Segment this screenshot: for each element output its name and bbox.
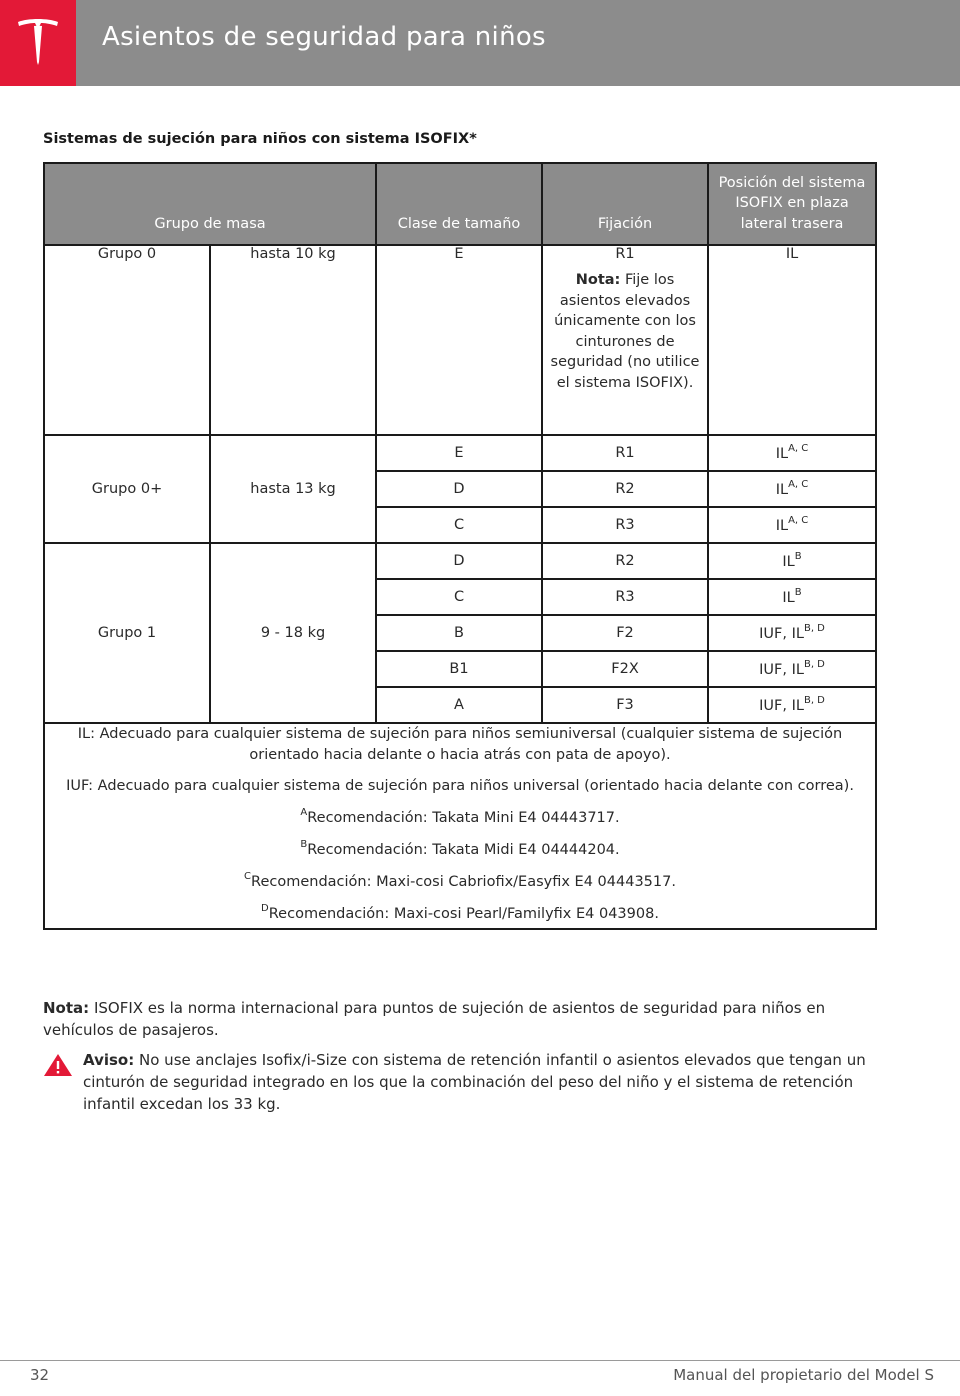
cell-fijacion: R2 <box>542 471 708 507</box>
cell-fijacion <box>542 245 708 435</box>
warning-text <box>83 1050 873 1115</box>
posicion-value: IUF, IL <box>759 697 804 714</box>
note-iuf: IUF: Adecuado para cualquier sistema de sujeción para niños universal (orientado hacia delante con correa). <box>66 778 854 795</box>
table-row <box>44 435 876 471</box>
table-row <box>44 543 876 579</box>
note-superscript: C <box>244 870 252 882</box>
header-fijacion: Fijación <box>542 163 708 245</box>
posicion-value: IL <box>775 517 789 534</box>
posicion-superscript: B <box>794 551 802 563</box>
cell-masa: 9 - 18 kg <box>210 543 376 723</box>
cell-posicion <box>708 615 876 651</box>
posicion-superscript: B <box>794 587 802 599</box>
cell-posicion <box>708 507 876 543</box>
note-text: Recomendación: Takata Mini E4 04443717. <box>307 809 620 826</box>
cell-posicion <box>708 579 876 615</box>
cell-clase: B <box>376 615 542 651</box>
note-superscript: B <box>300 838 308 850</box>
footer-divider <box>0 1360 960 1361</box>
posicion-value: IL <box>782 589 795 606</box>
note-il: IL: Adecuado para cualquier sistema de sujeción para niños semiuniversal (cualquier sistema de sujeción orientado hacia delante o hacia atrás con pata de apoyo). <box>77 726 843 764</box>
fijacion-note <box>549 270 701 393</box>
cell-posicion: IL <box>708 245 876 435</box>
aviso-text: No use anclajes Isofix/i-Size con sistema de retención infantil o asientos elevados que tengan un cinturón de seguridad integrado en los que la combinación del peso del niño y el sistema de retención infantil excedan los 33 kg. <box>83 1051 866 1113</box>
cell-grupo: Grupo 0 <box>44 245 210 435</box>
cell-clase: A <box>376 687 542 723</box>
cell-fijacion: F2 <box>542 615 708 651</box>
tesla-logo-icon <box>16 18 60 68</box>
nota-label: Nota: <box>575 272 621 288</box>
header-clase-tamano: Clase de tamaño <box>376 163 542 245</box>
cell-clase: C <box>376 507 542 543</box>
brand-logo-box <box>0 0 76 86</box>
nota-text: Fije los asientos elevados únicamente con los cinturones de seguridad (no utilice el sistema ISOFIX). <box>550 272 700 391</box>
note-recommendation <box>51 871 869 893</box>
fijacion-value: R1 <box>615 246 635 262</box>
posicion-superscript: B, D <box>803 623 825 635</box>
cell-clase: C <box>376 579 542 615</box>
note-recommendation <box>51 903 869 925</box>
cell-posicion <box>708 651 876 687</box>
posicion-superscript: B, D <box>803 695 825 707</box>
note-recommendation <box>51 807 869 829</box>
posicion-superscript: A, C <box>788 443 809 455</box>
cell-masa: hasta 13 kg <box>210 435 376 543</box>
posicion-value: IUF, IL <box>759 661 804 678</box>
isofix-table <box>43 162 877 930</box>
cell-posicion <box>708 687 876 723</box>
note-text: Recomendación: Takata Midi E4 04444204. <box>307 841 620 858</box>
cell-masa: hasta 10 kg <box>210 245 376 435</box>
cell-grupo: Grupo 1 <box>44 543 210 723</box>
posicion-value: IL <box>775 481 789 498</box>
posicion-superscript: A, C <box>788 479 809 491</box>
cell-fijacion: F3 <box>542 687 708 723</box>
cell-fijacion: R3 <box>542 579 708 615</box>
cell-fijacion: R3 <box>542 507 708 543</box>
posicion-value: IL <box>782 553 795 570</box>
table-header-row <box>44 163 876 245</box>
cell-posicion <box>708 543 876 579</box>
cell-grupo: Grupo 0+ <box>44 435 210 543</box>
nota-paragraph <box>43 998 863 1042</box>
note-superscript: D <box>261 902 269 914</box>
table-notes <box>44 723 876 929</box>
note-superscript: A <box>300 807 308 819</box>
cell-clase: D <box>376 543 542 579</box>
cell-clase: E <box>376 435 542 471</box>
note-text: Recomendación: Maxi-cosi Pearl/Familyfix E4 043908. <box>268 905 659 922</box>
cell-fijacion: R2 <box>542 543 708 579</box>
warning-triangle-icon <box>43 1053 73 1077</box>
page-header <box>0 0 960 86</box>
posicion-value: IUF, IL <box>759 625 804 642</box>
nota-text: ISOFIX es la norma internacional para puntos de sujeción de asientos de seguridad para niños en vehículos de pasajeros. <box>43 999 826 1039</box>
table-notes-row <box>44 723 876 929</box>
header-grupo-masa: Grupo de masa <box>44 163 376 245</box>
cell-clase: B1 <box>376 651 542 687</box>
posicion-value: IL <box>775 445 789 462</box>
cell-clase: E <box>376 245 542 435</box>
cell-posicion <box>708 435 876 471</box>
page-title: Asientos de seguridad para niños <box>102 22 546 52</box>
table-row <box>44 245 876 435</box>
cell-posicion <box>708 471 876 507</box>
manual-title: Manual del propietario del Model S <box>673 1366 934 1384</box>
warning-block <box>43 1050 873 1115</box>
posicion-superscript: A, C <box>788 515 809 527</box>
section-title: Sistemas de sujeción para niños con sistema ISOFIX* <box>43 131 477 147</box>
page-number: 32 <box>30 1366 50 1384</box>
aviso-label: Aviso: <box>83 1051 135 1069</box>
nota-label: Nota: <box>43 999 90 1017</box>
posicion-superscript: B, D <box>803 659 825 671</box>
cell-fijacion: R1 <box>542 435 708 471</box>
cell-fijacion: F2X <box>542 651 708 687</box>
header-posicion: Posición del sistema ISOFIX en plaza lateral trasera <box>708 163 876 245</box>
note-recommendation <box>51 839 869 861</box>
cell-clase: D <box>376 471 542 507</box>
note-text: Recomendación: Maxi-cosi Cabriofix/Easyfix E4 04443517. <box>251 873 676 890</box>
